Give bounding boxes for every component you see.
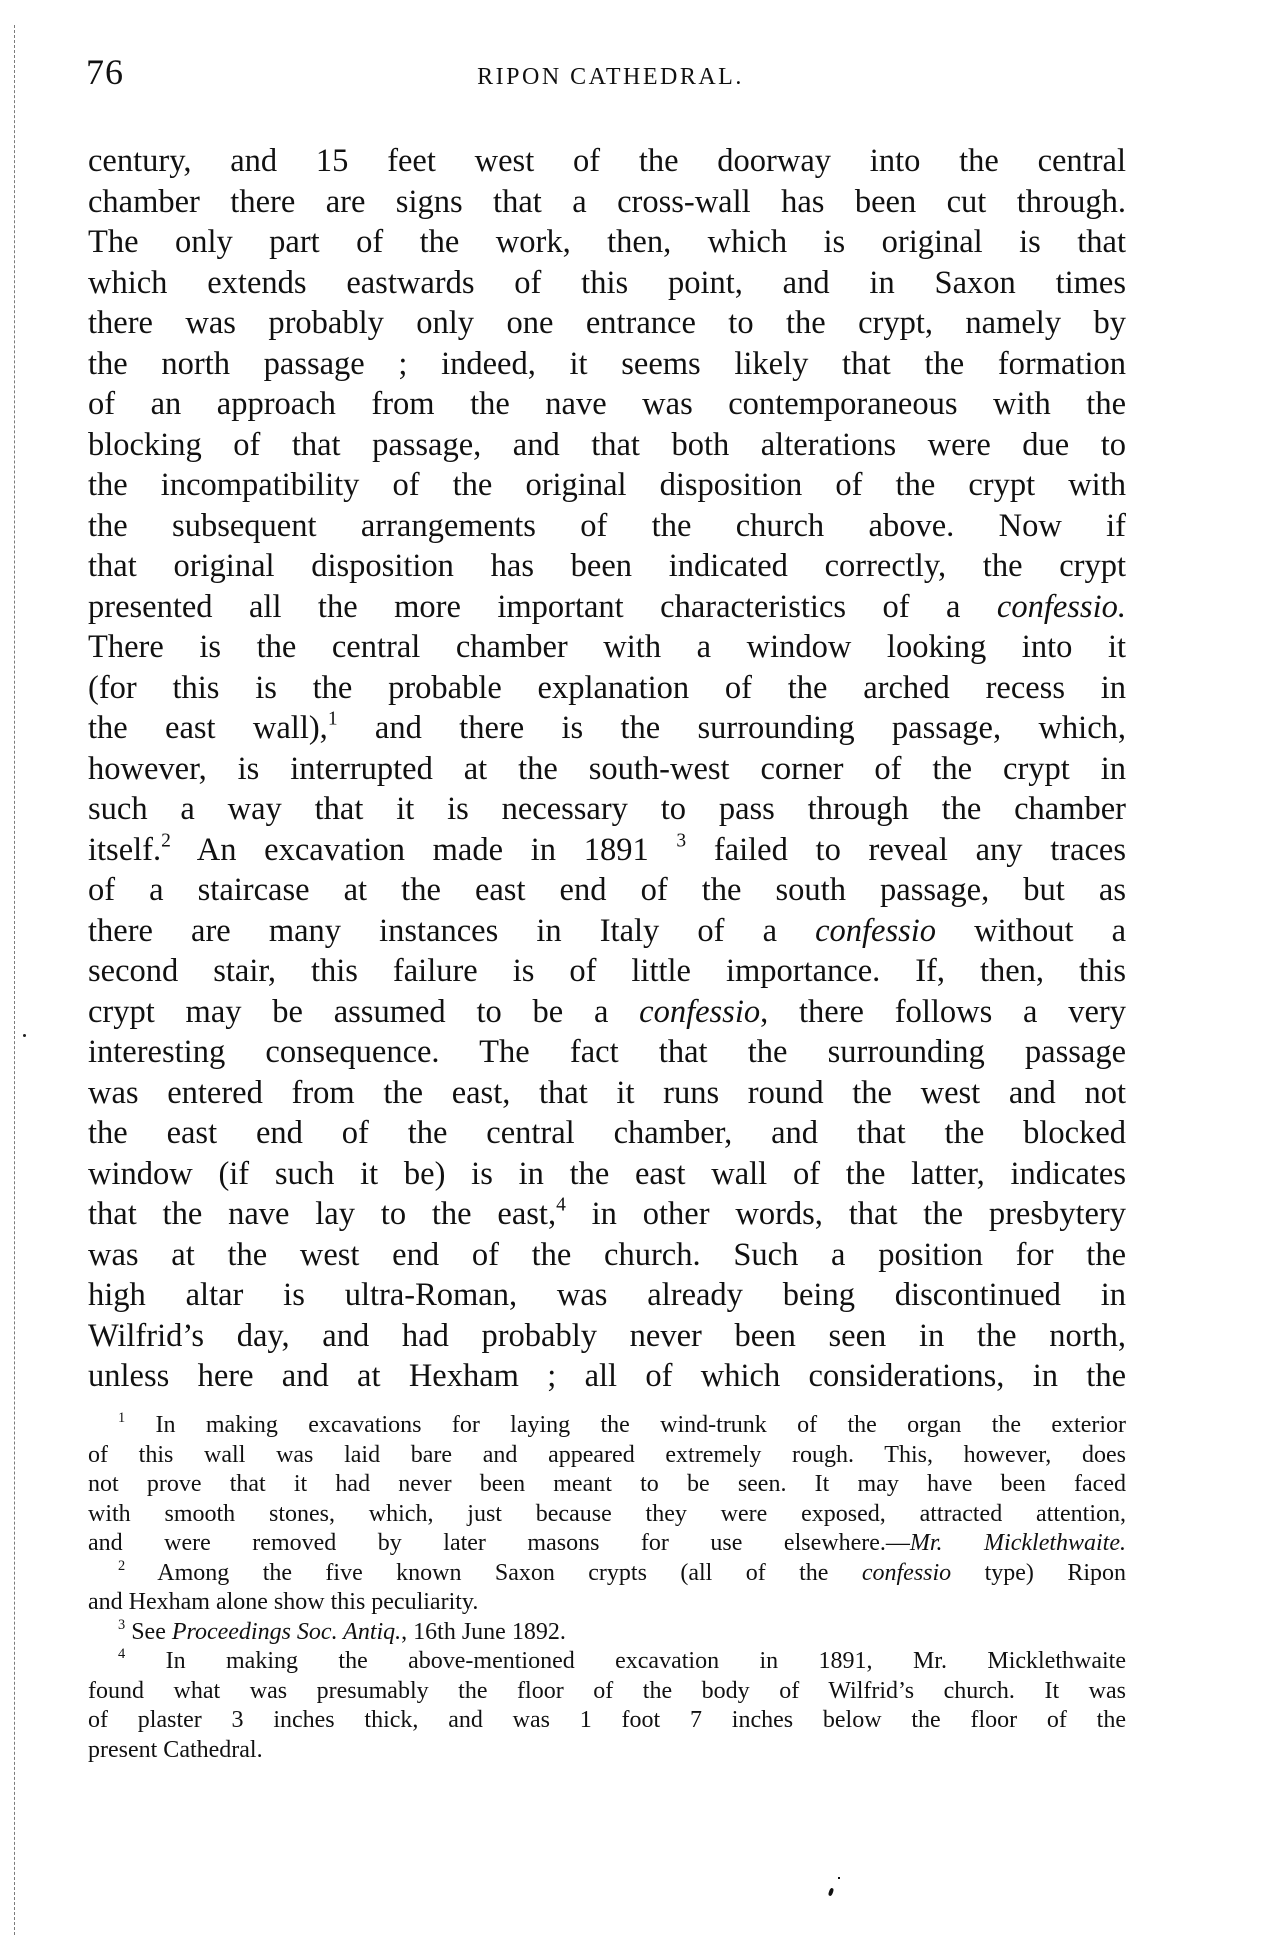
scan-speck bbox=[838, 1877, 840, 1879]
text-run: second stair, this failure is of little importance. If, then, this bbox=[88, 953, 1126, 989]
footnote-line bbox=[88, 1500, 1126, 1530]
text-line bbox=[88, 789, 1126, 830]
text-line bbox=[88, 1316, 1126, 1357]
text-run: century, and 15 feet west of the doorway into the central bbox=[88, 143, 1126, 179]
footnote-line bbox=[88, 1647, 1126, 1677]
text-line bbox=[88, 1356, 1126, 1397]
text-run: was entered from the east, that it runs round the west and not bbox=[88, 1074, 1126, 1111]
text-run: with smooth stones, which, just because they were exposed, attracted attention, bbox=[88, 1500, 1126, 1527]
text-run: present Cathedral. bbox=[88, 1736, 263, 1763]
footnote-marker: 2 bbox=[161, 829, 171, 851]
text-line bbox=[88, 668, 1126, 709]
text-run: chamber there are signs that a cross-wall has been cut through. bbox=[88, 183, 1126, 220]
text-run: of plaster 3 inches thick, and was 1 foot 7 inches below the floor of the bbox=[88, 1707, 1126, 1733]
text-line bbox=[88, 546, 1126, 587]
text-run: the east end of the central chamber, and that the blocked bbox=[88, 1115, 1126, 1151]
text-line bbox=[88, 425, 1126, 466]
text-line bbox=[88, 911, 1126, 952]
text-line bbox=[88, 1275, 1126, 1316]
footnote-line bbox=[88, 1411, 1126, 1441]
text-line bbox=[88, 587, 1126, 628]
italic-text: confessio bbox=[639, 993, 761, 1030]
text-run: of a staircase at the east end of the south passage, but as bbox=[88, 872, 1126, 908]
footnote-line bbox=[88, 1677, 1126, 1707]
text-run: There is the central chamber with a window looking into it bbox=[88, 629, 1126, 665]
text-line bbox=[88, 384, 1126, 425]
text-run: itself. bbox=[88, 831, 162, 868]
text-run: The only part of the work, then, which is original is that bbox=[88, 224, 1126, 260]
text-line bbox=[88, 992, 1126, 1033]
footnote-marker: 1 bbox=[118, 1409, 126, 1426]
text-line bbox=[88, 1032, 1126, 1073]
text-run: the east wall), bbox=[88, 710, 328, 746]
text-line bbox=[88, 465, 1126, 506]
text-line bbox=[88, 1113, 1126, 1154]
footnote-marker: 1 bbox=[327, 708, 338, 730]
scan-speck bbox=[23, 1034, 26, 1037]
text-line bbox=[88, 263, 1126, 304]
text-run: however, is interrupted at the south-west corner of the crypt in bbox=[88, 750, 1126, 787]
text-run: (for this is the probable explanation of the arched recess in bbox=[88, 669, 1126, 706]
running-title: RIPON CATHEDRAL. bbox=[477, 64, 744, 90]
text-line bbox=[88, 1073, 1126, 1114]
text-line bbox=[88, 303, 1126, 344]
footnote-line bbox=[88, 1588, 1126, 1618]
text-run: was at the west end of the church. Such a position for the bbox=[88, 1236, 1126, 1273]
italic-text: Mr. Micklethwaite. bbox=[909, 1530, 1127, 1556]
text-run: In making excavations for laying the wind-trunk of the organ the exterior bbox=[125, 1412, 1126, 1438]
footnote-marker: 4 bbox=[556, 1194, 566, 1216]
footnotes bbox=[88, 1411, 1126, 1765]
footnote-marker: 4 bbox=[118, 1645, 126, 1662]
text-run: Among the five known Saxon crypts (all of the bbox=[125, 1559, 862, 1586]
text-run: in other words, that the presbytery bbox=[565, 1196, 1127, 1232]
text-run: without a bbox=[936, 912, 1126, 949]
text-run: type) Ripon bbox=[951, 1559, 1126, 1586]
text-run: blocking of that passage, and that both alterations were due to bbox=[88, 426, 1126, 463]
text-run: failed to reveal any traces bbox=[686, 831, 1126, 868]
footnote-line bbox=[88, 1559, 1126, 1589]
text-run: such a way that it is necessary to pass through the chamber bbox=[88, 791, 1126, 827]
footnote-line bbox=[88, 1618, 1126, 1648]
text-run: presented all the more important characteristics of a bbox=[88, 588, 997, 625]
text-run: interesting consequence. The fact that the surrounding passage bbox=[88, 1034, 1126, 1070]
text-run: crypt may be assumed to be a bbox=[88, 993, 640, 1030]
text-run: that original disposition has been indicated correctly, the crypt bbox=[88, 548, 1126, 584]
text-run: , there follows a very bbox=[760, 993, 1126, 1030]
footnote-marker: 3 bbox=[676, 829, 687, 851]
italic-text: confessio bbox=[861, 1559, 952, 1586]
text-run: high altar is ultra-Roman, was already being discontinued in bbox=[88, 1277, 1126, 1313]
text-run: not prove that it had never been meant to be seen. It may have been faced bbox=[88, 1471, 1126, 1497]
scan-speck bbox=[828, 1888, 834, 1897]
italic-text: confessio. bbox=[996, 588, 1126, 625]
italic-text: Proceedings Soc. Antiq. bbox=[171, 1618, 402, 1645]
text-run: and were removed by later masons for use elsewhere.— bbox=[88, 1530, 910, 1556]
text-line bbox=[88, 830, 1126, 871]
text-line bbox=[88, 627, 1126, 668]
text-line bbox=[88, 870, 1126, 911]
text-line bbox=[88, 506, 1126, 547]
text-line bbox=[88, 141, 1126, 182]
text-run: of an approach from the nave was contemporaneous with the bbox=[88, 386, 1126, 422]
text-run: the subsequent arrangements of the church above. Now if bbox=[88, 507, 1126, 544]
text-line bbox=[88, 749, 1126, 790]
footnote-marker: 2 bbox=[118, 1557, 126, 1574]
text-line bbox=[88, 708, 1126, 749]
text-line bbox=[88, 344, 1126, 385]
text-run: window (if such it be) is in the east wall of the latter, indicates bbox=[88, 1155, 1126, 1192]
text-run: and there is the surrounding passage, which, bbox=[337, 710, 1126, 746]
page-number: 76 bbox=[86, 52, 124, 92]
text-run: , 16th June 1892. bbox=[401, 1618, 566, 1645]
footnote-line bbox=[88, 1706, 1126, 1736]
footnote-marker: 3 bbox=[118, 1616, 126, 1633]
text-line bbox=[88, 1154, 1126, 1195]
text-run: unless here and at Hexham ; all of which considerations, in the bbox=[88, 1358, 1126, 1394]
body-text bbox=[88, 141, 1126, 1397]
text-run: An excavation made in 1891 bbox=[170, 831, 677, 868]
italic-text: confessio bbox=[815, 912, 937, 949]
text-run: there are many instances in Italy of a bbox=[88, 912, 816, 949]
footnote-line bbox=[88, 1441, 1126, 1471]
text-line bbox=[88, 1235, 1126, 1276]
text-line bbox=[88, 951, 1126, 992]
text-run: and Hexham alone show this peculiarity. bbox=[88, 1589, 479, 1615]
page-edge-line bbox=[14, 25, 15, 1935]
text-line bbox=[88, 222, 1126, 263]
text-run: there was probably only one entrance to the crypt, namely by bbox=[88, 305, 1126, 341]
text-line bbox=[88, 1194, 1126, 1235]
text-run: which extends eastwards of this point, and in Saxon times bbox=[88, 264, 1126, 301]
footnote-line bbox=[88, 1736, 1126, 1766]
text-run: Wilfrid’s day, and had probably never been seen in the north, bbox=[88, 1317, 1126, 1354]
text-run: the incompatibility of the original disposition of the crypt with bbox=[88, 467, 1126, 503]
text-line bbox=[88, 182, 1126, 223]
text-run: that the nave lay to the east, bbox=[88, 1196, 557, 1232]
footnote-line bbox=[88, 1529, 1126, 1559]
text-run: See bbox=[125, 1618, 172, 1645]
text-run: the north passage ; indeed, it seems likely that the formation bbox=[88, 345, 1126, 382]
text-run: In making the above-mentioned excavation in 1891, Mr. Micklethwaite bbox=[125, 1648, 1126, 1674]
footnote-line bbox=[88, 1470, 1126, 1500]
text-run: of this wall was laid bare and appeared extremely rough. This, however, does bbox=[88, 1441, 1126, 1468]
text-run: found what was presumably the floor of the body of Wilfrid’s church. It was bbox=[88, 1677, 1126, 1704]
